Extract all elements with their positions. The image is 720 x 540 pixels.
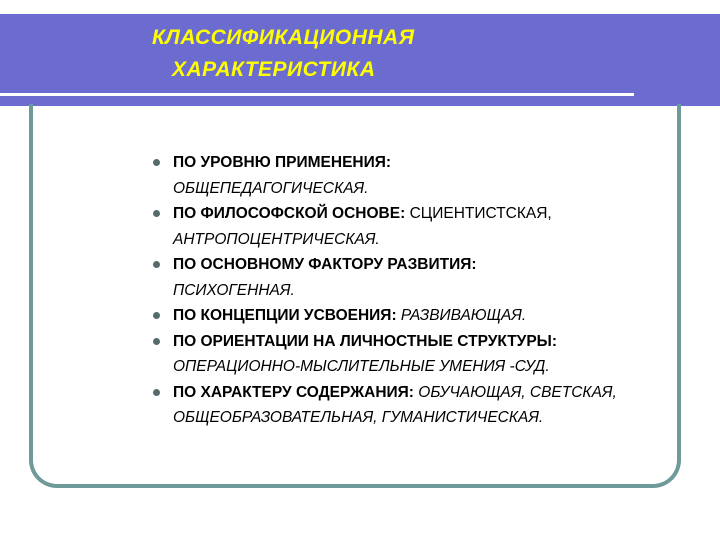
item-value: ОПЕРАЦИОННО-МЫСЛИТЕЛЬНЫЕ УМЕНИЯ -СУД. bbox=[173, 358, 550, 375]
item-heading: ПО ОСНОВНОМУ ФАКТОРУ РАЗВИТИЯ: bbox=[173, 256, 477, 273]
bullet-icon bbox=[153, 338, 160, 345]
list-item bbox=[153, 150, 693, 201]
item-value: ОБУЧАЮЩАЯ, СВЕТСКАЯ, ОБЩЕОБРАЗОВАТЕЛЬНАЯ, ГУМАНИСТИЧЕСКАЯ. bbox=[173, 383, 617, 426]
item-heading: ПО ХАРАКТЕРУ СОДЕРЖАНИЯ: bbox=[173, 383, 414, 401]
bullet-icon bbox=[153, 312, 160, 319]
item-heading: ПО УРОВНЮ ПРИМЕНЕНИЯ: bbox=[173, 154, 392, 171]
title-underline bbox=[0, 93, 634, 96]
item-value: ПСИХОГЕННАЯ. bbox=[173, 281, 295, 299]
bullet-icon bbox=[153, 159, 160, 166]
item-heading: ПО КОНЦЕПЦИИ УСВОЕНИЯ: bbox=[173, 307, 397, 324]
classification-list bbox=[153, 150, 693, 431]
item-value-upright: СЦИЕНТИСТСКАЯ, bbox=[405, 205, 552, 222]
slide-title bbox=[152, 22, 415, 86]
bullet-icon bbox=[153, 210, 160, 217]
item-heading: ПО ОРИЕНТАЦИИ НА ЛИЧНОСТНЫЕ СТРУКТУРЫ: bbox=[173, 332, 557, 350]
list-item bbox=[153, 252, 693, 303]
list-item bbox=[153, 329, 693, 380]
item-value: АНТРОПОЦЕНТРИЧЕСКАЯ. bbox=[173, 230, 380, 248]
list-item bbox=[153, 303, 693, 329]
bullet-icon bbox=[153, 389, 160, 396]
item-value: ОБЩЕПЕДАГОГИЧЕСКАЯ. bbox=[173, 179, 369, 197]
title-line-1: КЛАССИФИКАЦИОННАЯ bbox=[152, 26, 415, 49]
item-value: РАЗВИВАЮЩАЯ. bbox=[396, 307, 527, 324]
item-heading: ПО ФИЛОСОФСКОЙ ОСНОВЕ: bbox=[173, 205, 406, 222]
title-line-2: ХАРАКТЕРИСТИКА bbox=[172, 58, 376, 81]
list-item bbox=[153, 380, 693, 431]
list-item bbox=[153, 201, 693, 252]
bullet-icon bbox=[153, 261, 160, 268]
